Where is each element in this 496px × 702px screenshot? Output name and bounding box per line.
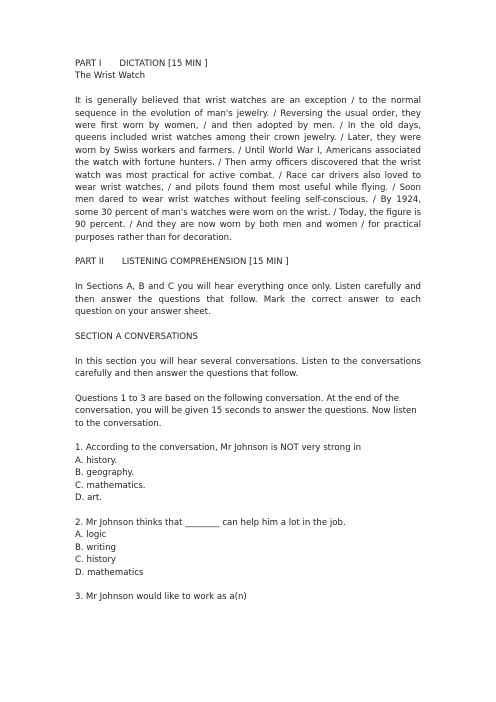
part1-heading-title: DICTATION [15 MIN ]	[119, 59, 208, 69]
option-c: C. history	[75, 555, 117, 566]
question-3	[75, 591, 421, 603]
question-stem: 3. Mr Johnson would like to work as a(n)	[75, 592, 247, 603]
questions-note: Questions 1 to 3 are based on the following conversation. At the end of the conversation, you will be given 15 seconds to answer the questions. Now listen to the conversation.	[75, 393, 417, 429]
section-a-intro: In this section you will hear several conversations. Listen to the conversations carefully and then answer the questions that follow.	[75, 356, 421, 380]
dictation-paragraph: It is generally believed that wrist watches are an exception / to the normal sequence in the evolution of man's jewelry. / Reversing the usual order, they were first worn by women, / and then adopted by men. / In the old days, queens included wrist watches among their crown jewelry. / Later, they were worn by Swiss workers and farmers. / Until World War I, Americans associated the watch with fortune hunters. / Then army officers discovered that the wrist watch was most practical for active combat. / Race car drivers also loved to wear wrist watches, / and pilots found them most useful while flying. / Soon men dared to wear wrist watches without feeling self-conscious. / By 1924, some 30 percent of man's watches were worn on the wrist. / Today, the figure is 90 percent. / And they are now worn by both men and women / for practical purposes rather than for decoration.	[75, 96, 421, 243]
option-b: B. writing	[75, 542, 116, 553]
option-c: C. mathematics.	[75, 480, 146, 491]
part2-heading	[75, 256, 421, 268]
option-a: A. history.	[75, 455, 118, 466]
question-2	[75, 517, 421, 579]
question-stem: 2. Mr Johnson thinks that ________ can help him a lot in the job.	[75, 517, 346, 528]
part2-heading-title: LISTENING COMPREHENSION [15 MIN ]	[121, 257, 289, 268]
part1-heading-label: PART I	[75, 59, 102, 69]
part1-heading	[75, 58, 421, 70]
listening-instructions: In Sections A, B and C you will hear everything once only. Listen carefully and then answer the questions that follow. Mark the correct answer to each question on your answer sheet.	[75, 282, 421, 318]
dictation-title: The Wrist Watch	[75, 71, 146, 82]
question-1	[75, 442, 421, 504]
option-b: B. geography.	[75, 468, 135, 479]
section-a-heading: SECTION A CONVERSATIONS	[75, 331, 198, 342]
option-d: D. art.	[75, 493, 102, 504]
option-d: D. mathematics	[75, 567, 144, 578]
question-stem: 1. According to the conversation, Mr Johnson is NOT very strong in	[75, 443, 362, 454]
part2-heading-label: PART II	[75, 257, 104, 268]
option-a: A. logic	[75, 530, 107, 541]
